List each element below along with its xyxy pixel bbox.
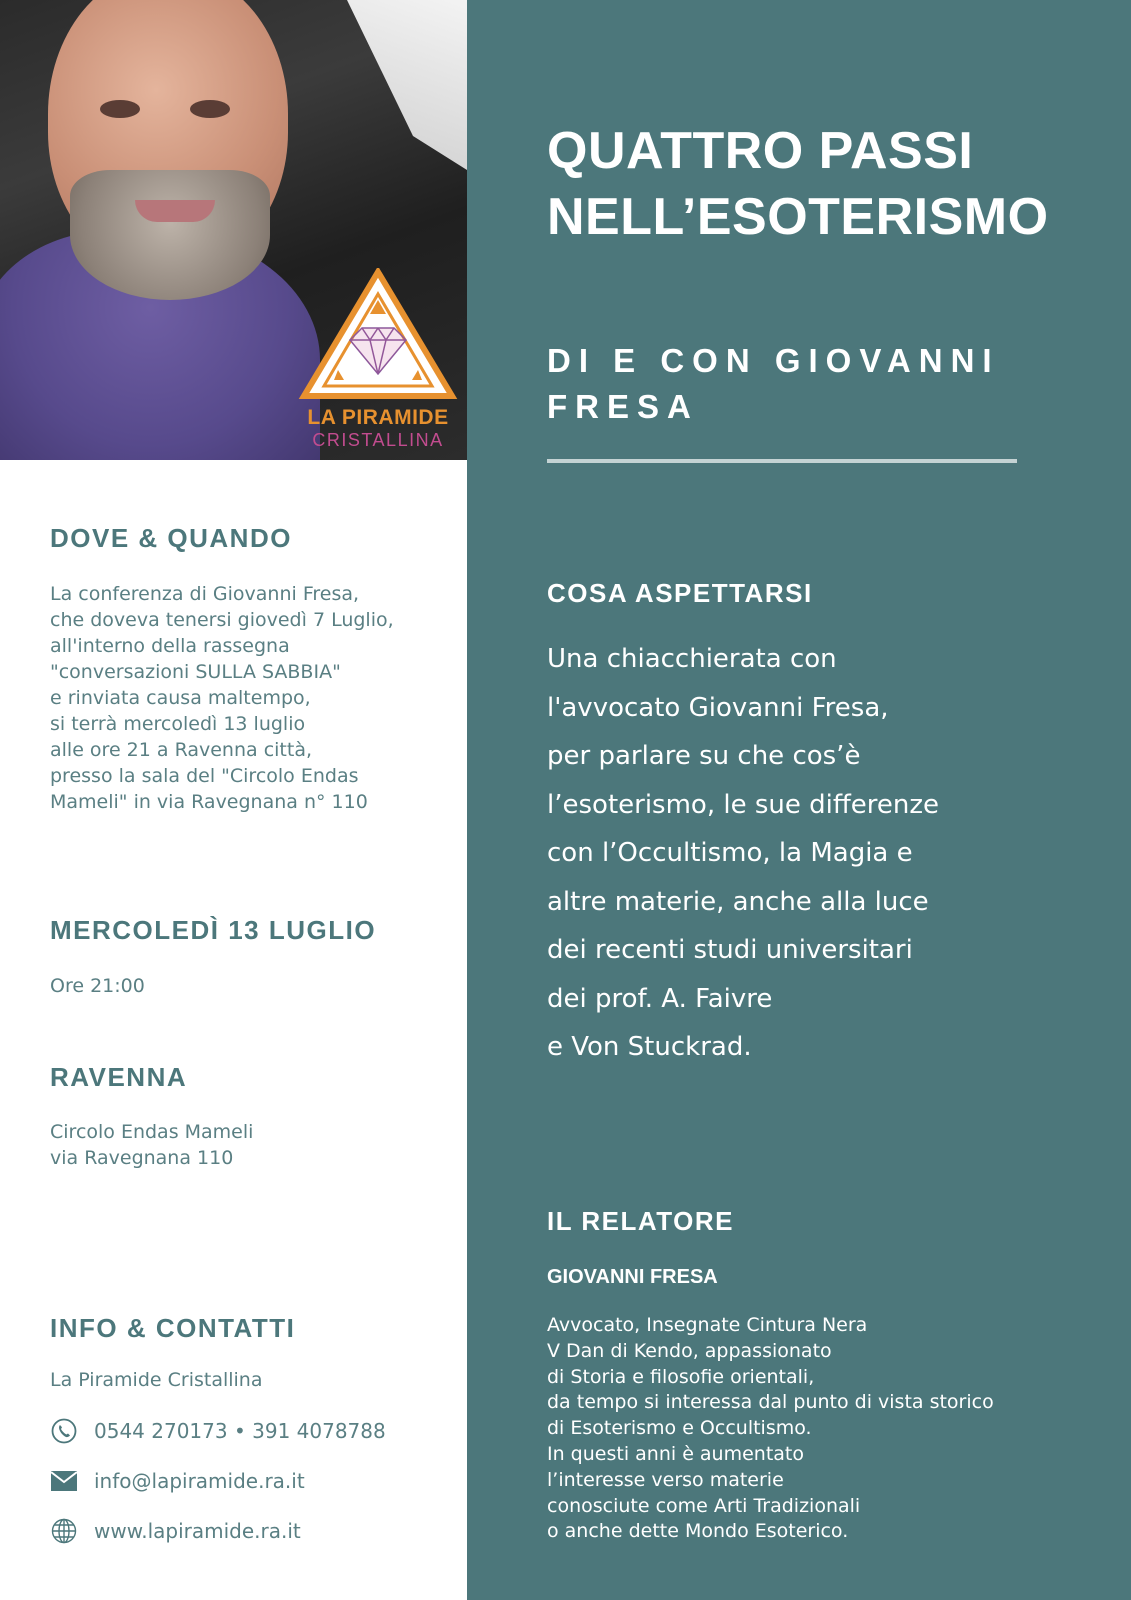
dove-quando-text — [50, 581, 394, 815]
text-line: da tempo si interessa dal punto di vista storico — [547, 1391, 994, 1414]
car-window — [347, 0, 467, 170]
relatore-bio — [547, 1313, 994, 1545]
title-line-2: NELL’ESOTERISMO — [547, 188, 1049, 246]
time-text: Ore 21:00 — [50, 975, 145, 997]
text-line: e Von Stuckrad. — [547, 1032, 752, 1062]
text-line: l’interesse verso materie — [547, 1468, 784, 1491]
relatore-heading: IL RELATORE — [547, 1206, 734, 1236]
text-line: dei prof. A. Faivre — [547, 983, 773, 1014]
text-line: o anche dette Mondo Esoterico. — [547, 1520, 849, 1543]
speaker-smile — [135, 200, 215, 222]
text-line: con l’Occultismo, la Magia e — [547, 838, 913, 868]
text-line: presso la sala del "Circolo Endas — [50, 765, 359, 787]
event-subtitle — [547, 338, 1000, 430]
text-line: In questi anni è aumentato — [547, 1442, 805, 1465]
text-line: e rinviata causa maltempo, — [50, 687, 311, 709]
dove-quando-heading: DOVE & QUANDO — [50, 523, 292, 553]
text-line: V Dan di Kendo, appassionato — [547, 1339, 832, 1362]
text-line: conosciute come Arti Tradizionali — [547, 1494, 861, 1517]
cosa-aspettarsi-text — [547, 635, 939, 1072]
logo-text-cristallina: CRISTALLINA — [312, 430, 444, 450]
text-line: che doveva tenersi giovedì 7 Luglio, — [50, 609, 394, 631]
speaker-name: GIOVANNI FRESA — [547, 1266, 718, 1288]
text-line: Avvocato, Insegnate Cintura Nera — [547, 1314, 868, 1336]
info-heading: INFO & CONTATTI — [50, 1313, 296, 1343]
venue-name: Circolo Endas Mameli — [50, 1121, 254, 1143]
right-eye — [190, 100, 230, 118]
text-line: l’esoterismo, le sue differenze — [547, 789, 939, 820]
speaker-beard — [70, 170, 270, 300]
text-line: La conferenza di Giovanni Fresa, — [50, 583, 360, 605]
left-eye — [100, 100, 140, 118]
place-address — [50, 1119, 253, 1171]
email-icon — [50, 1467, 78, 1495]
text-line: Mameli" in via Ravegnana n° 110 — [50, 791, 368, 813]
left-column — [0, 0, 467, 1600]
speaker-photo — [0, 0, 467, 460]
globe-icon — [50, 1517, 78, 1545]
venue-street: via Ravegnana 110 — [50, 1147, 234, 1169]
text-line: alle ore 21 a Ravenna città, — [50, 739, 313, 761]
place-heading: RAVENNA — [50, 1062, 188, 1092]
cosa-aspettarsi-heading: COSA ASPETTARSI — [547, 578, 813, 608]
la-piramide-logo — [298, 268, 458, 458]
org-name: La Piramide Cristallina — [50, 1369, 263, 1391]
text-line: Una chiacchierata con — [547, 644, 837, 674]
email-link[interactable]: info@lapiramide.ra.it — [94, 1469, 305, 1493]
phone-numbers[interactable]: 0544 270173 • 391 4078788 — [94, 1419, 386, 1443]
text-line: all'interno della rassegna — [50, 635, 290, 657]
text-line: per parlare su che cos’è — [547, 741, 861, 771]
title-line-1: QUATTRO PASSI — [547, 122, 974, 180]
subtitle-line-1: DI E CON GIOVANNI — [547, 342, 1000, 379]
date-heading: MERCOLEDÌ 13 LUGLIO — [50, 915, 377, 945]
phone-icon — [50, 1417, 78, 1445]
title-divider — [547, 459, 1017, 463]
subtitle-line-2: FRESA — [547, 388, 699, 425]
email-row[interactable] — [50, 1466, 305, 1496]
pyramid-diamond-icon — [298, 268, 458, 408]
phone-row[interactable] — [50, 1416, 386, 1446]
text-line: di Esoterismo e Occultismo. — [547, 1417, 812, 1440]
website-link[interactable]: www.lapiramide.ra.it — [94, 1519, 301, 1543]
text-line: si terrà mercoledì 13 luglio — [50, 713, 306, 735]
event-title — [547, 118, 1049, 250]
text-line: "conversazioni SULLA SABBIA" — [50, 661, 341, 683]
text-line: dei recenti studi universitari — [547, 935, 913, 965]
text-line: di Storia e filosofie orientali, — [547, 1365, 815, 1388]
website-row[interactable] — [50, 1516, 301, 1546]
text-line: altre materie, anche alla luce — [547, 886, 929, 917]
text-line: l'avvocato Giovanni Fresa, — [547, 692, 889, 723]
logo-text-la-piramide: LA PIRAMIDE — [307, 406, 449, 429]
